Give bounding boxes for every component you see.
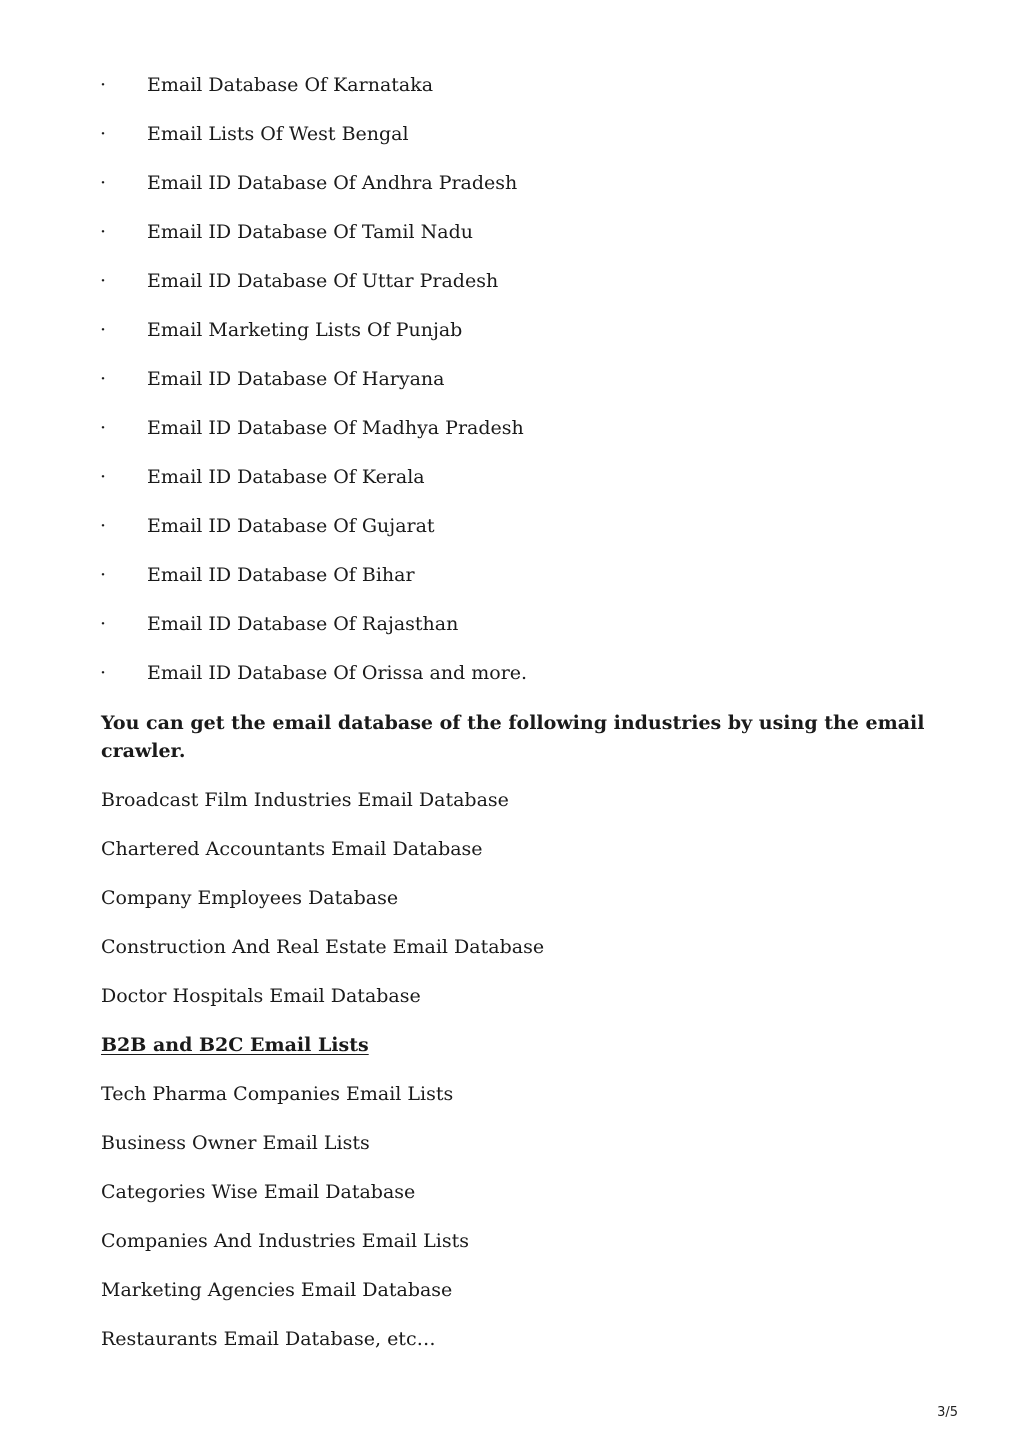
bullet-icon: · <box>100 172 107 194</box>
list-item-text: Email ID Database Of Gujarat <box>147 515 435 537</box>
list-item <box>0 71 1024 120</box>
list-item: Business Owner Email Lists <box>101 1132 370 1154</box>
list-item: Broadcast Film Industries Email Database <box>101 789 509 811</box>
list-item-text: Email ID Database Of Uttar Pradesh <box>147 270 499 292</box>
bullet-icon: · <box>100 368 107 390</box>
bullet-icon: · <box>100 270 107 292</box>
bullet-icon: · <box>100 613 107 635</box>
b2b-email-list <box>101 1080 469 1374</box>
page-number: 3/5 <box>937 1405 958 1420</box>
list-item <box>0 610 1024 659</box>
list-item <box>0 659 1024 708</box>
list-item: Construction And Real Estate Email Database <box>101 936 545 958</box>
state-email-list <box>0 71 1024 708</box>
bullet-icon: · <box>100 466 107 488</box>
list-item-text: Email Marketing Lists Of Punjab <box>147 319 463 341</box>
bullet-icon: · <box>100 74 107 96</box>
list-item: Doctor Hospitals Email Database <box>101 985 421 1007</box>
bullet-icon: · <box>100 564 107 586</box>
industry-database-list <box>101 786 544 1031</box>
bullet-icon: · <box>100 662 107 684</box>
industries-heading: You can get the email database of the following industries by using the email crawler. <box>101 712 925 762</box>
list-item: Company Employees Database <box>101 887 399 909</box>
list-item <box>0 218 1024 267</box>
list-item <box>0 169 1024 218</box>
list-item: Chartered Accountants Email Database <box>101 838 483 860</box>
bullet-icon: · <box>100 319 107 341</box>
list-item <box>0 316 1024 365</box>
list-item-text: Email ID Database Of Rajasthan <box>147 613 459 635</box>
list-item: Tech Pharma Companies Email Lists <box>101 1083 454 1105</box>
list-item: Companies And Industries Email Lists <box>101 1230 469 1252</box>
list-item <box>0 414 1024 463</box>
b2b-b2c-heading: B2B and B2C Email Lists <box>101 1034 369 1056</box>
list-item-text: Email ID Database Of Orissa and more. <box>147 662 528 684</box>
bullet-icon: · <box>100 123 107 145</box>
list-item-text: Email ID Database Of Kerala <box>147 466 425 488</box>
list-item-text: Email ID Database Of Haryana <box>147 368 445 390</box>
list-item: Categories Wise Email Database <box>101 1181 416 1203</box>
list-item: Restaurants Email Database, etc… <box>101 1328 436 1350</box>
list-item <box>0 267 1024 316</box>
list-item-text: Email ID Database Of Tamil Nadu <box>147 221 473 243</box>
list-item <box>0 463 1024 512</box>
bullet-icon: · <box>100 221 107 243</box>
list-item <box>0 512 1024 561</box>
bullet-icon: · <box>100 417 107 439</box>
list-item-text: Email Lists Of West Bengal <box>147 123 409 145</box>
list-item <box>0 365 1024 414</box>
list-item-text: Email ID Database Of Madhya Pradesh <box>147 417 524 439</box>
list-item-text: Email ID Database Of Andhra Pradesh <box>147 172 518 194</box>
bullet-icon: · <box>100 515 107 537</box>
list-item <box>0 561 1024 610</box>
list-item <box>0 120 1024 169</box>
list-item-text: Email Database Of Karnataka <box>147 74 434 96</box>
list-item-text: Email ID Database Of Bihar <box>147 564 415 586</box>
list-item: Marketing Agencies Email Database <box>101 1279 453 1301</box>
